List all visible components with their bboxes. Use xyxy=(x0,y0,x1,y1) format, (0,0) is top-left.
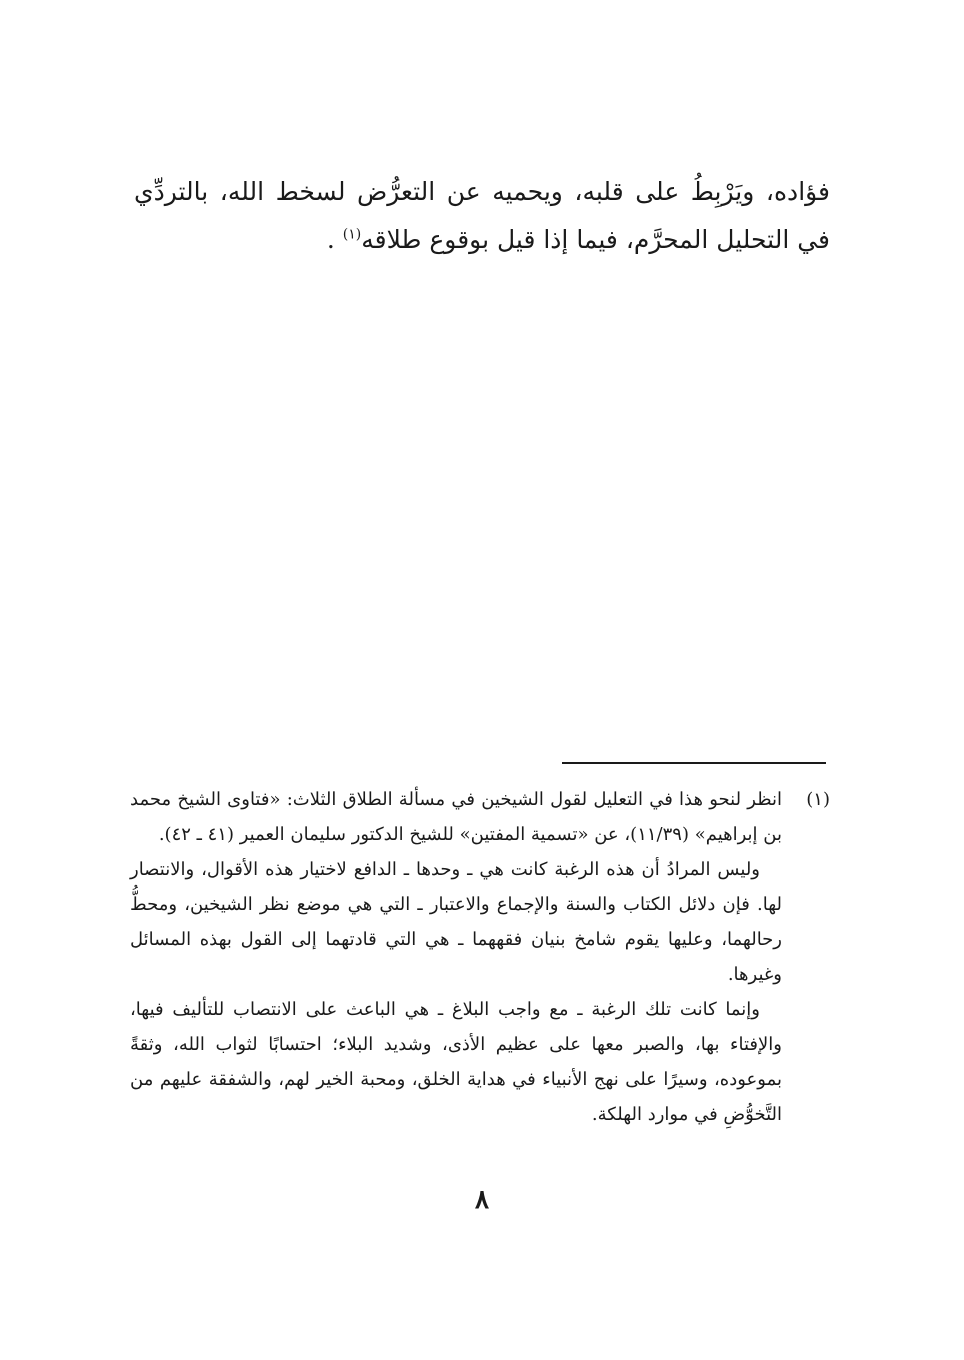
footnote-reference[interactable]: (١) xyxy=(342,226,362,243)
main-paragraph xyxy=(134,168,830,264)
footnote-item xyxy=(130,782,830,1132)
main-paragraph-text: فؤاده، ويَرْبِطُ على قلبه، ويحميه عن التعرُّض لسخط الله، بالتردِّي في التحليل المحرَّم، فيما إذا قيل بوقوع طلاقه xyxy=(134,177,830,254)
footnote-paragraph: وإنما كانت تلك الرغبة ـ مع واجب البلاغ ـ هي الباعث على الانتصاب للتأليف فيها، والإفتاء بها، والصبر معها على عظيم الأذى، وشديد البلاء؛ احتسابًا لثواب الله، وثقةً بموعوده، وسيرًا على نهج الأنبياء في هداية الخلق، ومحبة الخير لهم، والشفقة عليهم من التَّخوُّضِ في موارد الهلكة. xyxy=(130,999,782,1125)
footnotes-section xyxy=(130,782,830,1132)
footnote-paragraph: وليس المرادُ أن هذه الرغبة كانت هي ـ وحدها ـ الدافع لاختيار هذه الأقوال، والانتصار لها. فإن دلائل الكتاب والسنة والإجماع والاعتبار ـ التي هي موضع نظر الشيخين، ومحطُّ رحالهما، وعليها يقوم شامخ بنيان فقههما ـ هي التي قادتهما إلى القول بهذه المسائل وغيرها. xyxy=(130,859,782,985)
footnote-body xyxy=(130,782,782,1132)
footnote-marker: (١) xyxy=(806,789,830,810)
footnote-separator xyxy=(562,762,826,764)
footnote-citation: انظر لنحو هذا في التعليل لقول الشيخين في مسألة الطلاق الثلاث: «فتاوى الشيخ محمد بن إبراهيم» (١١/٣٩)، عن «تسمية المفتين» للشيخ الدكتور سليمان العمير (٤١ ـ ٤٢). xyxy=(130,789,782,845)
page-number: ٨ xyxy=(475,1185,489,1215)
main-paragraph-end: . xyxy=(326,225,335,254)
main-text-block xyxy=(134,168,830,264)
